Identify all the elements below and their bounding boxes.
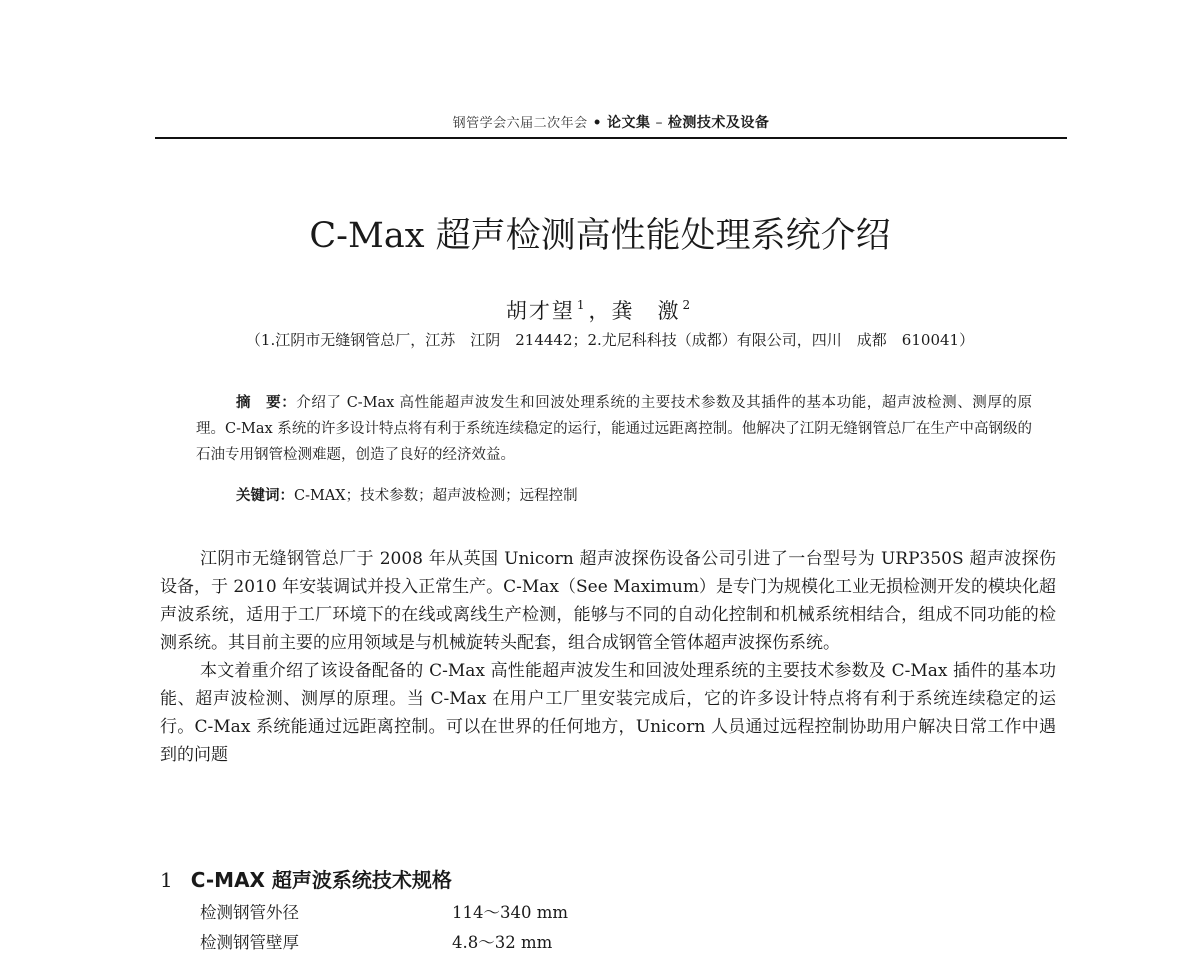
author-2: 龚 激 (611, 299, 681, 323)
author-1-mark: 1 (576, 298, 587, 312)
author-line (0, 295, 1200, 325)
spec-table (200, 898, 568, 958)
conference-series: 钢管学会六届二次年会 (452, 116, 588, 131)
topic-name: 检测技术及设备 (667, 115, 770, 131)
abstract-text: 介绍了 C-Max 高性能超声波发生和回波处理系统的主要技术参数及其插件的基本功能，超声波检测、测厚的原理。C-Max 系统的许多设计特点将有利于系统连续稳定的运行，能通过远距离控制。他解决了江阴无缝钢管总厂在生产中高钢级的石油专用钢管检测难题，创造了良好的经济效益。 (196, 395, 1032, 463)
collection-name: 论文集 (606, 115, 651, 131)
paragraph-1: 江阴市无缝钢管总厂于 2008 年从英国 Unicorn 超声波探伤设备公司引进了一台型号为 URP350S 超声波探伤设备，于 2010 年安装调试并投入正常生产。C-Max（See Maximum）是专门为规模化工业无损检测开发的模块化超声波系统，适用于工厂环境下的在线或离线生产检测，能够与不同的自动化控制和机械系统相结合，组成不同功能的检测系统。其目前主要的应用领域是与机械旋转头配套，组合成钢管全管体超声波探伤系统。 (160, 549, 1056, 653)
keywords-label: 关键词： (236, 487, 294, 504)
author-separator: ， (588, 299, 612, 323)
header-dash: – (655, 115, 663, 131)
section-title: C-MAX 超声波系统技术规格 (190, 868, 452, 892)
spec-value: 4.8～32 mm (452, 933, 553, 952)
spec-row (200, 898, 568, 928)
spec-value: 114～340 mm (452, 903, 569, 922)
author-1: 胡才望 (505, 299, 575, 323)
header-rule (155, 137, 1067, 139)
spec-label: 检测钢管壁厚 (200, 933, 299, 952)
abstract (196, 390, 1032, 468)
affiliations: （1.江阴市无缝钢管总厂，江苏 江阴 214442；2.尤尼科科技（成都）有限公司，四川 成都 610041） (245, 331, 975, 349)
section-number: 1 (160, 868, 173, 892)
paper-title: C-Max 超声检测高性能处理系统介绍 (309, 216, 891, 256)
author-2-mark: 2 (682, 298, 693, 312)
keywords-text: C-MAX；技术参数；超声波检测；远程控制 (294, 488, 578, 504)
abstract-label: 摘 要： (236, 394, 297, 411)
spec-row (200, 928, 568, 958)
body-text (160, 545, 1056, 769)
paragraph-2: 本文着重介绍了该设备配备的 C-Max 高性能超声波发生和回波处理系统的主要技术参数及 C-Max 插件的基本功能、超声波检测、测厚的原理。当 C-Max 在用户工厂里安装完成后，它的许多设计特点将有利于系统连续稳定的运行。C-Max 系统能通过远距离控制。可以在世界的任何地方，Unicorn 人员通过远程控制协助用户解决日常工作中遇到的问题 (160, 661, 1056, 765)
spec-label: 检测钢管外径 (200, 903, 299, 922)
running-header (155, 112, 1067, 132)
header-bullet: • (592, 115, 603, 131)
section-heading (160, 864, 452, 893)
keywords (236, 484, 578, 505)
